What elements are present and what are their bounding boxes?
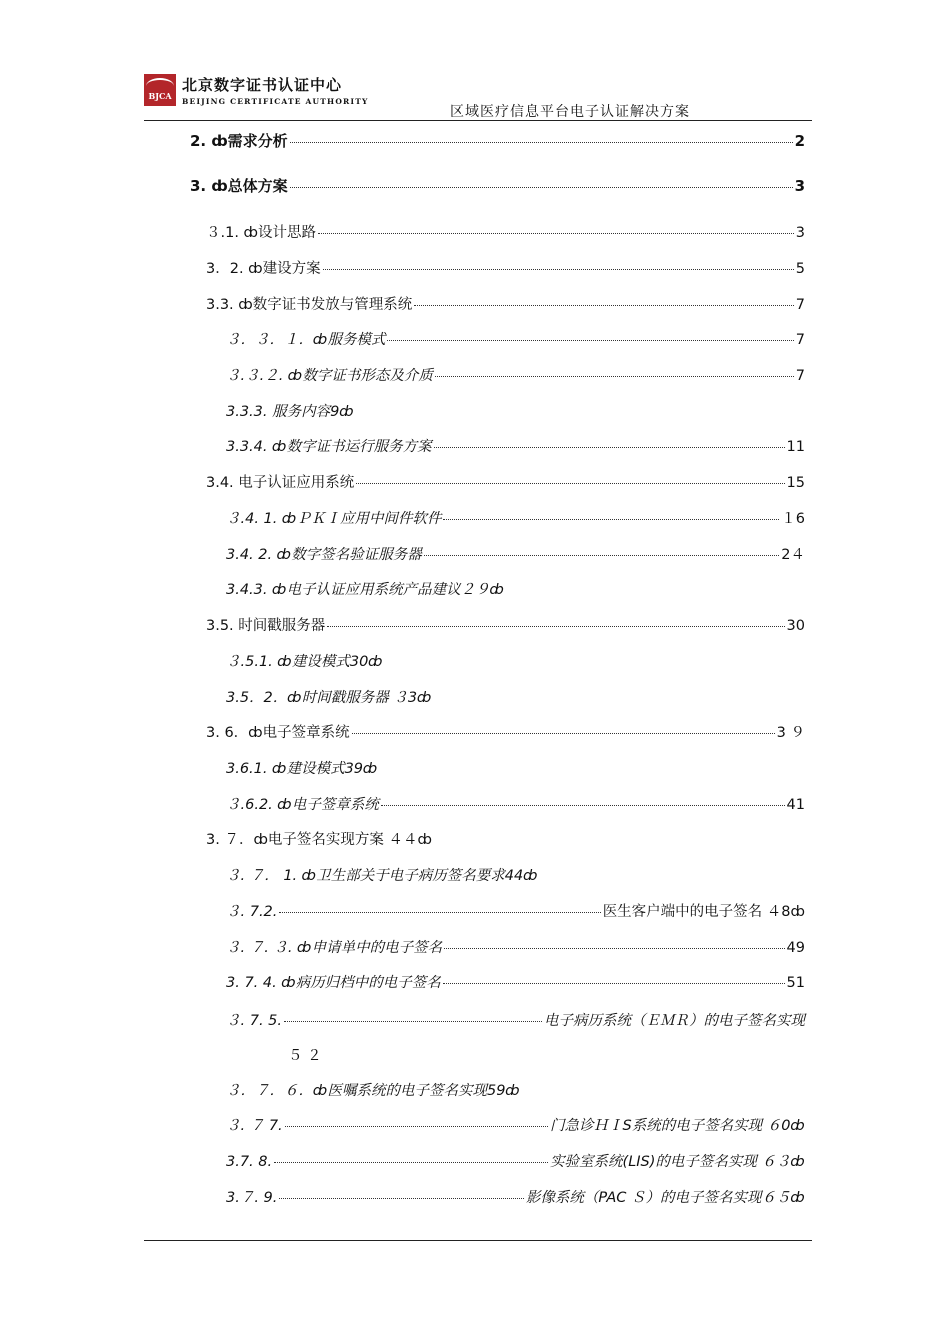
toc-entry[interactable]: 3.6.1. ȸ建设模式39ȸ	[226, 761, 378, 777]
logo-mark-text: BJCA	[148, 91, 172, 101]
toc-entry[interactable]: 3.5．2．ȸ时间戳服务器 ３3ȸ	[226, 690, 432, 706]
toc-page-number: 15	[786, 475, 805, 491]
toc-entry[interactable]	[226, 900, 805, 921]
toc-entry[interactable]	[226, 1150, 805, 1171]
toc-leader	[318, 233, 794, 234]
toc-page-number: 7	[795, 332, 805, 348]
toc-page-number: 3	[794, 177, 805, 195]
toc-entry[interactable]	[226, 793, 805, 814]
toc-page-number: 30	[786, 618, 805, 634]
toc-entry[interactable]: 3. ７．ȸ电子签名实现方案 ４４ȸ	[206, 832, 432, 848]
toc-leader	[381, 805, 785, 806]
footer-rule	[144, 1240, 812, 1241]
toc-entry-text: 2. ȸ需求分析	[190, 132, 288, 150]
toc-entry-text: ３.4. 1. ȸＰＫＩ应用中间件软件	[226, 511, 442, 527]
toc-page-number: 11	[786, 439, 805, 455]
toc-entry[interactable]: 3.4.3. ȸ电子认证应用系统产品建议２９ȸ	[226, 582, 505, 598]
company-logo	[144, 74, 369, 106]
bjca-logo-mark	[144, 74, 176, 106]
toc-page-number: 51	[786, 975, 805, 991]
org-name-en: BEIJING CERTIFICATE AUTHORITY	[182, 97, 369, 106]
toc-entry[interactable]	[226, 543, 805, 564]
toc-entry-text: ３. ７ 7.	[226, 1118, 283, 1134]
toc-leader	[279, 1198, 523, 1199]
toc-entry[interactable]	[190, 175, 805, 196]
toc-page-number: 49	[786, 940, 805, 956]
toc-entry[interactable]: ３.5.1. ȸ建设模式30ȸ	[226, 654, 383, 670]
toc-entry-text: ３.３.２. ȸ数字证书形态及介质	[226, 368, 433, 384]
toc-entry[interactable]	[226, 936, 805, 957]
toc-page-number: 2４	[781, 547, 805, 563]
toc-leader	[435, 376, 794, 377]
toc-entry[interactable]	[226, 971, 805, 992]
toc-page-number: 41	[786, 797, 805, 813]
toc-leader	[285, 1126, 548, 1127]
toc-leader	[443, 983, 785, 984]
toc-page-number: 5	[795, 261, 805, 277]
toc-entry-text: 3.4. 2. ȸ数字签名验证服务器	[226, 547, 422, 563]
toc-entry-text: 3.4. 电子认证应用系统	[206, 475, 355, 491]
toc-entry-title: 实验室系统(LIS)的电子签名实现 ６３ȸ	[550, 1154, 805, 1170]
toc-leader	[387, 340, 793, 341]
toc-entry-title: 门急诊ＨＩS系统的电子签名实现 ６0ȸ	[549, 1118, 805, 1134]
toc-leader	[274, 1162, 548, 1163]
toc-entry[interactable]	[226, 364, 805, 385]
toc-entry-text: 3. ȸ总体方案	[190, 177, 288, 195]
toc-page-number: 2	[794, 132, 805, 150]
toc-page-number: 7	[795, 297, 805, 313]
toc-entry[interactable]: ３. ７． 1. ȸ卫生部关于电子病历签名要求44ȸ	[226, 868, 538, 884]
toc-leader	[424, 555, 780, 556]
toc-entry[interactable]	[206, 471, 805, 492]
toc-entry[interactable]: ３．７．６．ȸ医嘱系统的电子签名实现59ȸ	[226, 1083, 520, 1099]
toc-entry-text: ３.1. ȸ设计思路	[206, 225, 317, 241]
toc-entry-text: 3.5. 时间戳服务器	[206, 618, 326, 634]
toc-entry[interactable]	[226, 435, 805, 456]
toc-page-number: 7	[795, 368, 805, 384]
toc-entry[interactable]	[206, 257, 805, 278]
toc-leader	[290, 142, 793, 143]
org-name-cn: 北京数字证书认证中心	[182, 76, 343, 94]
toc-entry-text: ３．３．１．ȸ服务模式	[226, 332, 386, 348]
toc-entry[interactable]	[226, 507, 805, 528]
toc-entry-text: ３. ７. ３. ȸ申请单中的电子签名	[226, 940, 443, 956]
toc-entry-text: 3．2. ȸ建设方案	[206, 261, 321, 277]
toc-entry-text: 3.3. ȸ数字证书发放与管理系统	[206, 297, 413, 313]
toc-entry-text: 3.7. 8.	[226, 1154, 273, 1170]
toc-entry-text: 3. 6．ȸ电子签章系统	[206, 725, 350, 741]
toc-leader	[443, 519, 779, 520]
toc-entry[interactable]	[206, 721, 805, 742]
header-rule	[144, 120, 812, 121]
toc-entry-text: ３. 7.2.	[226, 904, 278, 920]
toc-page-number: 3	[795, 225, 805, 241]
toc-page-number: 3 ９	[776, 725, 805, 741]
toc-leader	[444, 948, 784, 949]
toc-leader	[284, 1021, 542, 1022]
toc-leader	[279, 912, 600, 913]
toc-entry[interactable]	[226, 1186, 805, 1207]
toc-entry-title: 医生客户端中的电子签名 ４8ȸ	[602, 904, 805, 920]
toc-entry[interactable]	[206, 293, 805, 314]
toc-entry-text: 3.3.4. ȸ数字证书运行服务方案	[226, 439, 432, 455]
toc-leader	[356, 483, 784, 484]
toc-entry-text: 3.７. 9.	[226, 1190, 278, 1206]
toc-entry[interactable]	[206, 614, 805, 635]
toc-leader	[327, 626, 784, 627]
toc-entry[interactable]: ５ ２	[288, 1048, 322, 1064]
toc-entry-text: ３.6.2. ȸ电子签章系统	[226, 797, 379, 813]
toc-entry[interactable]: 3.3.3. 服务内容9ȸ	[226, 404, 354, 420]
toc-entry[interactable]	[226, 1009, 805, 1030]
toc-entry[interactable]	[226, 328, 805, 349]
toc-entry[interactable]	[206, 221, 805, 242]
toc-leader	[434, 447, 785, 448]
toc-leader	[414, 305, 794, 306]
document-title: 区域医疗信息平台电子认证解决方案	[450, 104, 690, 120]
toc-entry-title: 电子病历系统（ＥＭＲ）的电子签名实现	[544, 1013, 805, 1029]
toc-leader	[323, 269, 794, 270]
toc-leader	[290, 187, 793, 188]
toc-leader	[352, 733, 775, 734]
toc-entry-title: 影像系统（PAC Ｓ）的电子签名实现６５ȸ	[525, 1190, 805, 1206]
toc-page-number: １6	[781, 511, 805, 527]
toc-entry-text: 3. 7. 4. ȸ病历归档中的电子签名	[226, 975, 441, 991]
toc-entry[interactable]	[190, 130, 805, 151]
toc-entry[interactable]	[226, 1114, 805, 1135]
toc-entry-text: ３. 7. 5.	[226, 1013, 282, 1029]
